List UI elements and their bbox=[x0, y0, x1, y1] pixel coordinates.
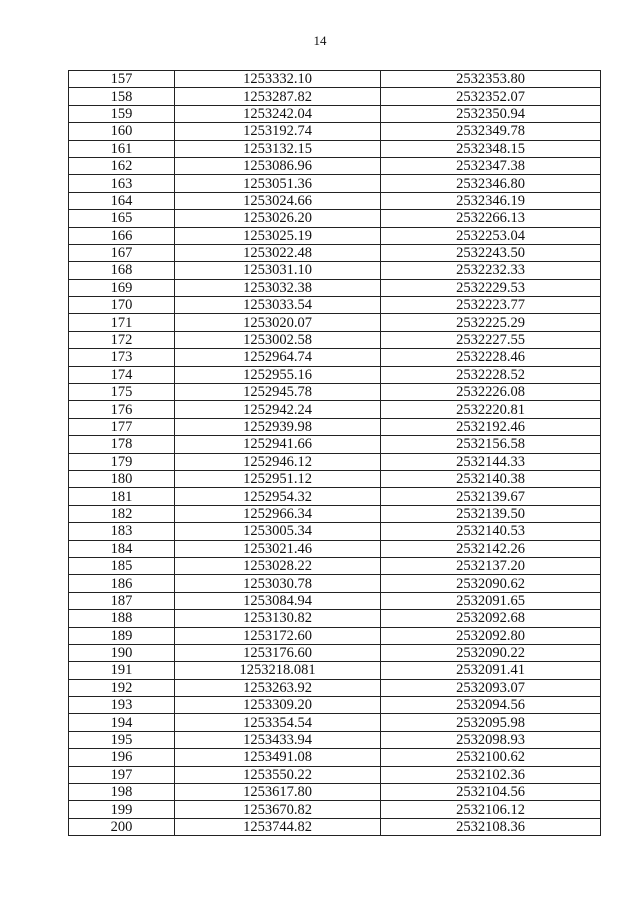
x-coordinate-cell: 1252942.24 bbox=[175, 401, 381, 418]
table-row bbox=[69, 210, 601, 227]
table-row bbox=[69, 279, 601, 296]
y-coordinate-cell: 2532100.62 bbox=[381, 749, 601, 766]
table-row bbox=[69, 436, 601, 453]
point-number-cell: 173 bbox=[69, 349, 175, 366]
y-coordinate-cell: 2532095.98 bbox=[381, 714, 601, 731]
point-number-cell: 192 bbox=[69, 679, 175, 696]
x-coordinate-cell: 1253086.96 bbox=[175, 157, 381, 174]
x-coordinate-cell: 1252941.66 bbox=[175, 436, 381, 453]
x-coordinate-cell: 1253002.58 bbox=[175, 331, 381, 348]
x-coordinate-cell: 1253744.82 bbox=[175, 818, 381, 835]
x-coordinate-cell: 1252964.74 bbox=[175, 349, 381, 366]
y-coordinate-cell: 2532348.15 bbox=[381, 140, 601, 157]
table-row bbox=[69, 123, 601, 140]
y-coordinate-cell: 2532142.26 bbox=[381, 540, 601, 557]
x-coordinate-cell: 1253670.82 bbox=[175, 801, 381, 818]
table-row bbox=[69, 140, 601, 157]
y-coordinate-cell: 2532091.41 bbox=[381, 662, 601, 679]
y-coordinate-cell: 2532108.36 bbox=[381, 818, 601, 835]
table-row bbox=[69, 575, 601, 592]
y-coordinate-cell: 2532226.08 bbox=[381, 384, 601, 401]
point-number-cell: 159 bbox=[69, 105, 175, 122]
point-number-cell: 161 bbox=[69, 140, 175, 157]
x-coordinate-cell: 1253130.82 bbox=[175, 610, 381, 627]
y-coordinate-cell: 2532353.80 bbox=[381, 71, 601, 88]
point-number-cell: 189 bbox=[69, 627, 175, 644]
table-row bbox=[69, 470, 601, 487]
x-coordinate-cell: 1252946.12 bbox=[175, 453, 381, 470]
x-coordinate-cell: 1253242.04 bbox=[175, 105, 381, 122]
table-row bbox=[69, 331, 601, 348]
y-coordinate-cell: 2532220.81 bbox=[381, 401, 601, 418]
table-row bbox=[69, 401, 601, 418]
table-row bbox=[69, 384, 601, 401]
point-number-cell: 185 bbox=[69, 557, 175, 574]
table-row bbox=[69, 557, 601, 574]
y-coordinate-cell: 2532346.19 bbox=[381, 192, 601, 209]
table-row bbox=[69, 540, 601, 557]
y-coordinate-cell: 2532106.12 bbox=[381, 801, 601, 818]
x-coordinate-cell: 1253172.60 bbox=[175, 627, 381, 644]
y-coordinate-cell: 2532346.80 bbox=[381, 175, 601, 192]
table-row bbox=[69, 714, 601, 731]
y-coordinate-cell: 2532229.53 bbox=[381, 279, 601, 296]
point-number-cell: 179 bbox=[69, 453, 175, 470]
table-row bbox=[69, 644, 601, 661]
y-coordinate-cell: 2532352.07 bbox=[381, 88, 601, 105]
point-number-cell: 197 bbox=[69, 766, 175, 783]
x-coordinate-cell: 1253028.22 bbox=[175, 557, 381, 574]
y-coordinate-cell: 2532223.77 bbox=[381, 297, 601, 314]
y-coordinate-cell: 2532139.50 bbox=[381, 505, 601, 522]
x-coordinate-cell: 1253032.38 bbox=[175, 279, 381, 296]
y-coordinate-cell: 2532098.93 bbox=[381, 731, 601, 748]
table-row bbox=[69, 592, 601, 609]
table-row bbox=[69, 366, 601, 383]
point-number-cell: 195 bbox=[69, 731, 175, 748]
table-row bbox=[69, 262, 601, 279]
point-number-cell: 162 bbox=[69, 157, 175, 174]
y-coordinate-cell: 2532192.46 bbox=[381, 418, 601, 435]
page-number: 14 bbox=[313, 33, 327, 48]
table-row bbox=[69, 766, 601, 783]
table-row bbox=[69, 610, 601, 627]
x-coordinate-cell: 1253026.20 bbox=[175, 210, 381, 227]
table-row bbox=[69, 227, 601, 244]
point-number-cell: 176 bbox=[69, 401, 175, 418]
x-coordinate-cell: 1253031.10 bbox=[175, 262, 381, 279]
point-number-cell: 168 bbox=[69, 262, 175, 279]
x-coordinate-cell: 1253550.22 bbox=[175, 766, 381, 783]
x-coordinate-cell: 1253491.08 bbox=[175, 749, 381, 766]
table-row bbox=[69, 523, 601, 540]
point-number-cell: 165 bbox=[69, 210, 175, 227]
table-row bbox=[69, 749, 601, 766]
y-coordinate-cell: 2532350.94 bbox=[381, 105, 601, 122]
y-coordinate-cell: 2532102.36 bbox=[381, 766, 601, 783]
y-coordinate-cell: 2532137.20 bbox=[381, 557, 601, 574]
point-number-cell: 157 bbox=[69, 71, 175, 88]
y-coordinate-cell: 2532144.33 bbox=[381, 453, 601, 470]
x-coordinate-cell: 1253354.54 bbox=[175, 714, 381, 731]
point-number-cell: 160 bbox=[69, 123, 175, 140]
point-number-cell: 191 bbox=[69, 662, 175, 679]
table-row bbox=[69, 349, 601, 366]
table-row bbox=[69, 818, 601, 835]
x-coordinate-cell: 1253021.46 bbox=[175, 540, 381, 557]
point-number-cell: 183 bbox=[69, 523, 175, 540]
point-number-cell: 186 bbox=[69, 575, 175, 592]
point-number-cell: 184 bbox=[69, 540, 175, 557]
x-coordinate-cell: 1253176.60 bbox=[175, 644, 381, 661]
table-row bbox=[69, 192, 601, 209]
x-coordinate-cell: 1253263.92 bbox=[175, 679, 381, 696]
x-coordinate-cell: 1253024.66 bbox=[175, 192, 381, 209]
x-coordinate-cell: 1253033.54 bbox=[175, 297, 381, 314]
point-number-cell: 182 bbox=[69, 505, 175, 522]
point-number-cell: 193 bbox=[69, 697, 175, 714]
y-coordinate-cell: 2532104.56 bbox=[381, 784, 601, 801]
y-coordinate-cell: 2532228.46 bbox=[381, 349, 601, 366]
y-coordinate-cell: 2532091.65 bbox=[381, 592, 601, 609]
point-number-cell: 180 bbox=[69, 470, 175, 487]
x-coordinate-cell: 1253020.07 bbox=[175, 314, 381, 331]
y-coordinate-cell: 2532090.22 bbox=[381, 644, 601, 661]
table-row bbox=[69, 679, 601, 696]
y-coordinate-cell: 2532140.38 bbox=[381, 470, 601, 487]
point-number-cell: 199 bbox=[69, 801, 175, 818]
y-coordinate-cell: 2532140.53 bbox=[381, 523, 601, 540]
x-coordinate-cell: 1253309.20 bbox=[175, 697, 381, 714]
table-row bbox=[69, 488, 601, 505]
x-coordinate-cell: 1252939.98 bbox=[175, 418, 381, 435]
point-number-cell: 172 bbox=[69, 331, 175, 348]
y-coordinate-cell: 2532090.62 bbox=[381, 575, 601, 592]
table-row bbox=[69, 784, 601, 801]
point-number-cell: 158 bbox=[69, 88, 175, 105]
x-coordinate-cell: 1253218.081 bbox=[175, 662, 381, 679]
x-coordinate-cell: 1253030.78 bbox=[175, 575, 381, 592]
point-number-cell: 174 bbox=[69, 366, 175, 383]
y-coordinate-cell: 2532092.68 bbox=[381, 610, 601, 627]
point-number-cell: 198 bbox=[69, 784, 175, 801]
y-coordinate-cell: 2532156.58 bbox=[381, 436, 601, 453]
y-coordinate-cell: 2532139.67 bbox=[381, 488, 601, 505]
point-number-cell: 166 bbox=[69, 227, 175, 244]
table-row bbox=[69, 71, 601, 88]
table-row bbox=[69, 244, 601, 261]
point-number-cell: 177 bbox=[69, 418, 175, 435]
x-coordinate-cell: 1252945.78 bbox=[175, 384, 381, 401]
table-row bbox=[69, 418, 601, 435]
table-row bbox=[69, 297, 601, 314]
point-number-cell: 178 bbox=[69, 436, 175, 453]
x-coordinate-cell: 1253005.34 bbox=[175, 523, 381, 540]
x-coordinate-cell: 1252955.16 bbox=[175, 366, 381, 383]
table-row bbox=[69, 731, 601, 748]
y-coordinate-cell: 2532093.07 bbox=[381, 679, 601, 696]
table-row bbox=[69, 801, 601, 818]
point-number-cell: 196 bbox=[69, 749, 175, 766]
x-coordinate-cell: 1253022.48 bbox=[175, 244, 381, 261]
x-coordinate-cell: 1253084.94 bbox=[175, 592, 381, 609]
point-number-cell: 187 bbox=[69, 592, 175, 609]
table-row bbox=[69, 627, 601, 644]
point-number-cell: 163 bbox=[69, 175, 175, 192]
point-number-cell: 200 bbox=[69, 818, 175, 835]
x-coordinate-cell: 1253433.94 bbox=[175, 731, 381, 748]
point-number-cell: 164 bbox=[69, 192, 175, 209]
y-coordinate-cell: 2532349.78 bbox=[381, 123, 601, 140]
point-number-cell: 181 bbox=[69, 488, 175, 505]
table-body bbox=[69, 71, 601, 836]
coordinates-table bbox=[68, 70, 601, 836]
x-coordinate-cell: 1252951.12 bbox=[175, 470, 381, 487]
x-coordinate-cell: 1253192.74 bbox=[175, 123, 381, 140]
point-number-cell: 167 bbox=[69, 244, 175, 261]
x-coordinate-cell: 1253332.10 bbox=[175, 71, 381, 88]
y-coordinate-cell: 2532227.55 bbox=[381, 331, 601, 348]
table-row bbox=[69, 662, 601, 679]
point-number-cell: 170 bbox=[69, 297, 175, 314]
y-coordinate-cell: 2532232.33 bbox=[381, 262, 601, 279]
point-number-cell: 171 bbox=[69, 314, 175, 331]
table-row bbox=[69, 157, 601, 174]
y-coordinate-cell: 2532094.56 bbox=[381, 697, 601, 714]
table-row bbox=[69, 175, 601, 192]
y-coordinate-cell: 2532253.04 bbox=[381, 227, 601, 244]
x-coordinate-cell: 1253051.36 bbox=[175, 175, 381, 192]
x-coordinate-cell: 1252954.32 bbox=[175, 488, 381, 505]
point-number-cell: 194 bbox=[69, 714, 175, 731]
table-row bbox=[69, 453, 601, 470]
table-row bbox=[69, 105, 601, 122]
y-coordinate-cell: 2532092.80 bbox=[381, 627, 601, 644]
table-row bbox=[69, 697, 601, 714]
table-row bbox=[69, 505, 601, 522]
x-coordinate-cell: 1253025.19 bbox=[175, 227, 381, 244]
x-coordinate-cell: 1252966.34 bbox=[175, 505, 381, 522]
y-coordinate-cell: 2532225.29 bbox=[381, 314, 601, 331]
y-coordinate-cell: 2532347.38 bbox=[381, 157, 601, 174]
x-coordinate-cell: 1253287.82 bbox=[175, 88, 381, 105]
point-number-cell: 175 bbox=[69, 384, 175, 401]
table-row bbox=[69, 88, 601, 105]
y-coordinate-cell: 2532243.50 bbox=[381, 244, 601, 261]
y-coordinate-cell: 2532266.13 bbox=[381, 210, 601, 227]
point-number-cell: 190 bbox=[69, 644, 175, 661]
point-number-cell: 169 bbox=[69, 279, 175, 296]
x-coordinate-cell: 1253132.15 bbox=[175, 140, 381, 157]
y-coordinate-cell: 2532228.52 bbox=[381, 366, 601, 383]
table-row bbox=[69, 314, 601, 331]
point-number-cell: 188 bbox=[69, 610, 175, 627]
x-coordinate-cell: 1253617.80 bbox=[175, 784, 381, 801]
